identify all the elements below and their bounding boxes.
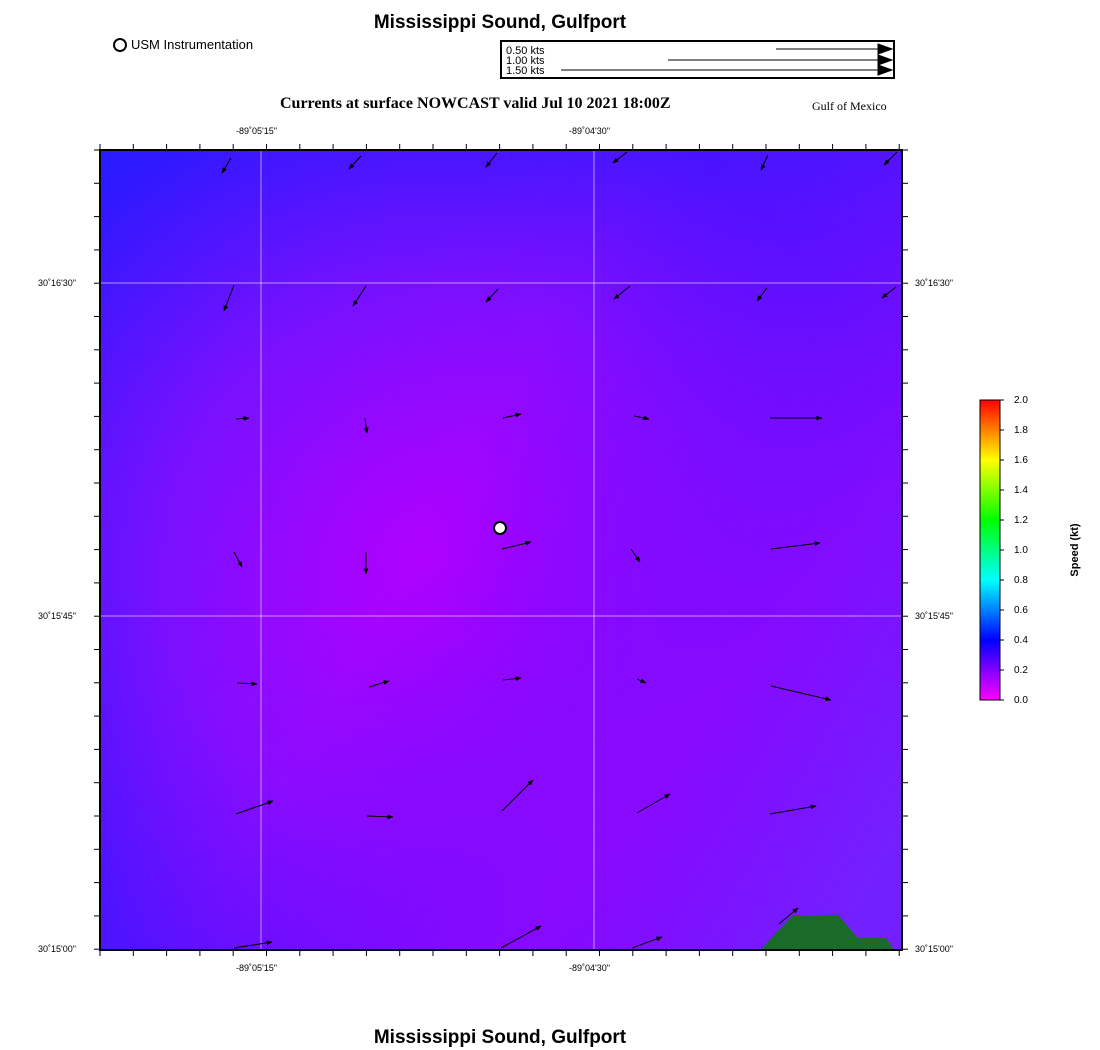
colorbar-tick-label: 1.6 — [1014, 455, 1028, 466]
x-tick-bottom-2: -89˚04'30" — [569, 963, 610, 973]
speed-scale-row-1.0: 1.00 kts — [506, 55, 545, 67]
map-title: Mississippi Sound, Gulfport — [373, 12, 627, 33]
colorbar-ticks — [1000, 395, 1028, 706]
colorbar-tick-label: 0.0 — [1014, 695, 1028, 706]
speed-scale-row-0.5: 0.50 kts — [506, 45, 545, 57]
x-tick-bottom-1: -89˚05'15" — [236, 963, 277, 973]
y-tick-left-2: 30˚15'45" — [38, 611, 76, 621]
x-tick-top-1: -89˚05'15" — [236, 126, 277, 136]
colorbar-tick-label: 1.8 — [1014, 425, 1028, 436]
colorbar-tick-label: 2.0 — [1014, 395, 1028, 406]
colorbar-tick-label: 1.0 — [1014, 545, 1028, 556]
colorbar-tick-label: 1.2 — [1014, 515, 1028, 526]
usm-station-marker[interactable] — [494, 522, 506, 534]
colorbar-tick-label: 0.2 — [1014, 665, 1028, 676]
colorbar-tick-label: 1.4 — [1014, 485, 1028, 496]
usm-legend-label: USM Instrumentation — [131, 37, 254, 52]
colorbar-label: Speed (kt) — [1069, 523, 1081, 577]
y-tick-right-1: 30˚16'30" — [915, 278, 953, 288]
speed-scale-row-1.5: 1.50 kts — [506, 65, 545, 77]
colorbar-ramp — [980, 400, 1000, 700]
y-tick-right-3: 30˚15'00" — [915, 944, 953, 954]
speed-field-purple — [100, 150, 902, 950]
colorbar-tick-label: 0.6 — [1014, 605, 1028, 616]
x-tick-top-2: -89˚04'30" — [569, 126, 610, 136]
speed-colorbar — [970, 390, 1090, 720]
region-label: Gulf of Mexico — [812, 99, 887, 113]
y-tick-left-3: 30˚15'00" — [38, 944, 76, 954]
colorbar-tick-label: 0.4 — [1014, 635, 1028, 646]
chart-subtitle: Currents at surface NOWCAST valid Jul 10 2021 18:00Z — [280, 95, 671, 112]
y-tick-left-1: 30˚16'30" — [38, 278, 76, 288]
colorbar-tick-label: 0.8 — [1014, 575, 1028, 586]
bottom-title: Mississippi Sound, Gulfport — [373, 1027, 627, 1048]
y-tick-right-2: 30˚15'45" — [915, 611, 953, 621]
